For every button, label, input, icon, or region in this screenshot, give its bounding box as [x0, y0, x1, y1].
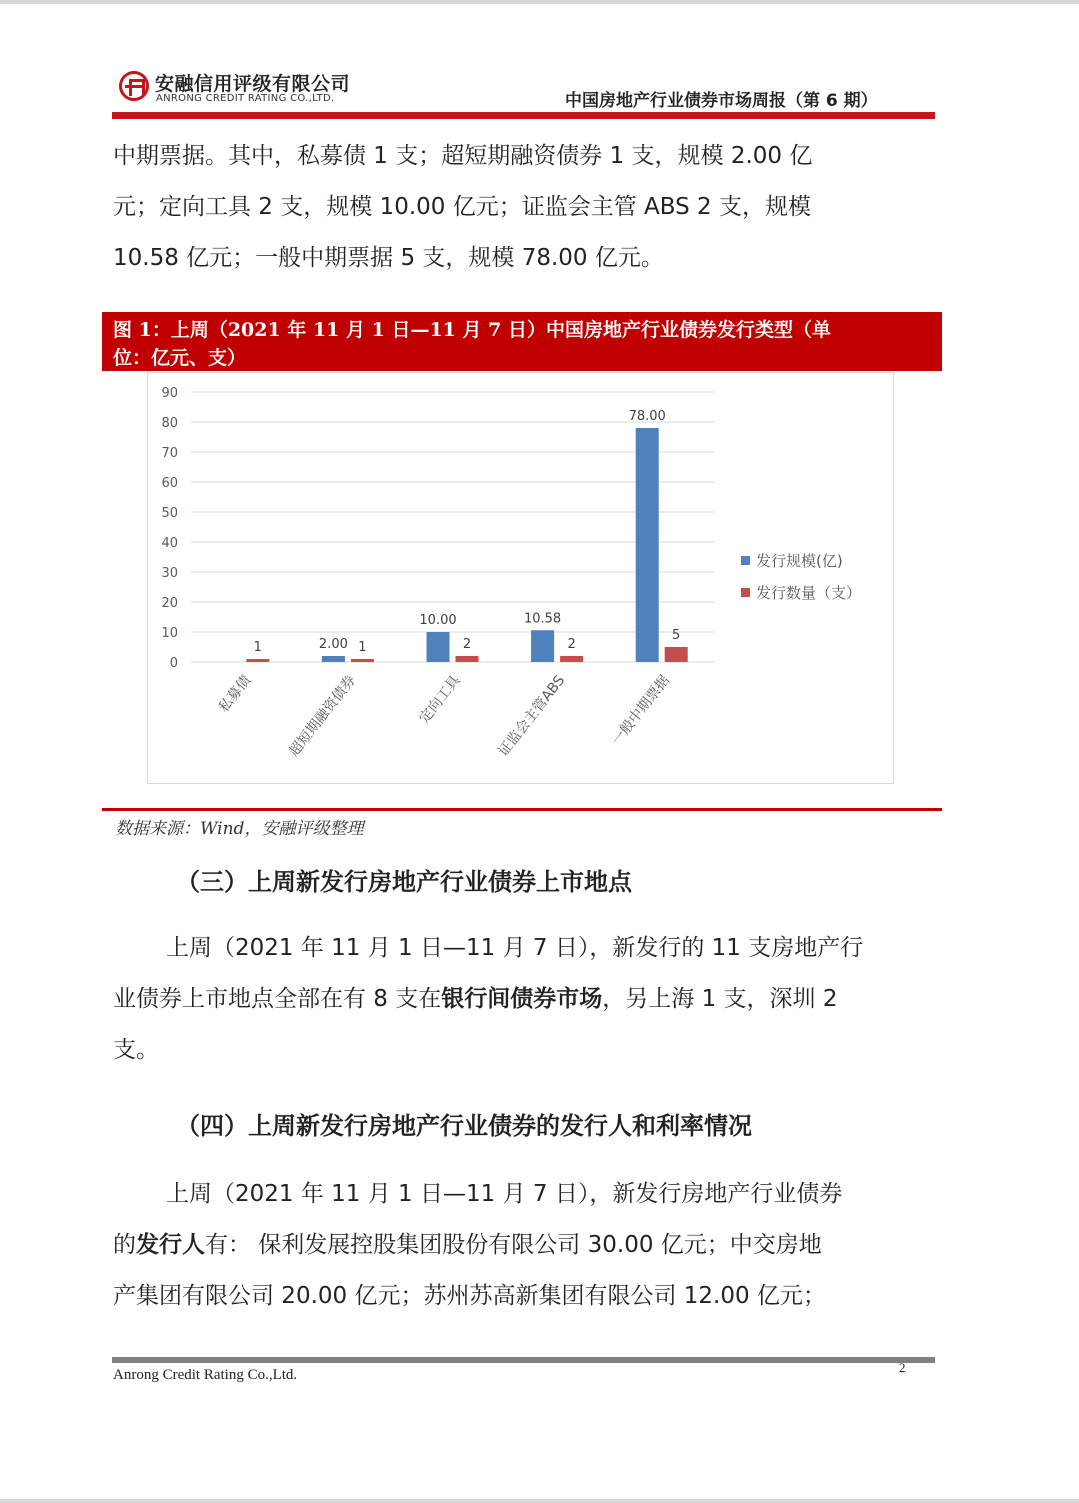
data-label: 10.58 — [523, 611, 562, 627]
data-label: 2 — [567, 637, 576, 652]
data-label: 2 — [462, 637, 472, 652]
x-category-label: 超短期融资债券 — [286, 672, 360, 760]
y-tick-label: 30 — [161, 566, 178, 581]
intro-line-2: 元；定向工具 2 支，规模 10.00 亿元；证监会主管 ABS 2 支，规模 — [113, 194, 811, 220]
bar-scale — [636, 428, 659, 662]
figure-bottom-rule — [102, 808, 942, 811]
footer-divider — [112, 1357, 935, 1363]
data-label: 1 — [358, 640, 367, 655]
bar-scale — [322, 656, 345, 662]
anrong-logo-icon — [119, 71, 149, 101]
y-tick-label: 0 — [169, 656, 178, 671]
section-3-line-1: 上周（2021 年 11 月 1 日—11 月 7 日），新发行的 11 支房地产行 — [166, 935, 864, 961]
section-3-line-3: 支。 — [113, 1037, 159, 1063]
bar-scale — [531, 630, 554, 662]
x-category-label: 证监会主管ABS — [495, 672, 569, 760]
page-number: 2 — [899, 1360, 906, 1375]
figure-title-line-2: 位：亿元、支） — [113, 347, 247, 369]
legend-label: 发行数量（支） — [756, 584, 862, 602]
intro-line-1: 中期票据。其中，私募债 1 支；超短期融资债券 1 支，规模 2.00 亿 — [113, 143, 813, 169]
bar-count — [246, 659, 269, 662]
chart-frame — [147, 372, 894, 784]
intro-line-3: 10.58 亿元；一般中期票据 5 支，规模 78.00 亿元。 — [113, 245, 664, 271]
section-4-line-3: 产集团有限公司 20.00 亿元；苏州苏高新集团有限公司 12.00 亿元； — [113, 1283, 826, 1309]
top-border — [0, 0, 1079, 4]
bar-count — [560, 656, 583, 662]
legend-swatch — [741, 556, 750, 565]
data-label: 10.00 — [419, 613, 457, 628]
data-label: 1 — [253, 640, 262, 655]
x-category-label: 定向工具 — [416, 672, 464, 727]
section-4-line-1: 上周（2021 年 11 月 1 日—11 月 7 日），新发行房地产行业债券 — [166, 1181, 843, 1207]
y-tick-label: 50 — [161, 506, 178, 521]
bar-count — [665, 647, 688, 662]
y-tick-label: 90 — [161, 386, 178, 401]
footer-company: Anrong Credit Rating Co.,Ltd. — [113, 1367, 298, 1383]
data-label: 78.00 — [628, 409, 666, 424]
legend-label: 发行规模(亿) — [756, 552, 843, 570]
section-3-line-2: 业债券上市地点全部在有 8 支在银行间债券市场，另上海 1 支，深圳 2 — [113, 986, 838, 1012]
company-name-cn: 安融信用评级有限公司 — [155, 73, 351, 95]
bar-count — [456, 656, 479, 662]
figure-title-line-1: 图 1：上周（2021 年 11 月 1 日—11 月 7 日）中国房地产行业债券发行类型（单 — [113, 319, 831, 341]
y-tick-label: 70 — [161, 446, 178, 461]
issuer-highlight: 发行人 — [136, 1232, 205, 1258]
section-4-heading: （四）上周新发行房地产行业债券的发行人和利率情况 — [176, 1112, 752, 1140]
y-tick-label: 40 — [161, 536, 178, 551]
y-tick-label: 80 — [161, 416, 178, 431]
legend-swatch — [741, 588, 750, 597]
x-category-label: 一般中期票据 — [608, 672, 673, 749]
bottom-border — [0, 1499, 1079, 1503]
report-title: 中国房地产行业债券市场周报（第 6 期） — [565, 91, 878, 111]
y-tick-label: 20 — [161, 596, 178, 611]
data-label: 5 — [672, 628, 681, 643]
y-tick-label: 10 — [161, 626, 178, 641]
section-3-heading: （三）上周新发行房地产行业债券上市地点 — [176, 868, 632, 896]
header-divider — [112, 112, 935, 119]
bar-chart — [148, 373, 893, 783]
data-label: 2.00 — [318, 637, 348, 652]
x-category-label: 私募债 — [215, 672, 255, 716]
bar-count — [351, 659, 374, 662]
company-name-en: ANRONG CREDIT RATING CO.,LTD. — [156, 93, 335, 104]
bank-market-highlight: 银行间债券市场 — [441, 986, 603, 1012]
figure-source: 数据来源：Wind，安融评级整理 — [115, 819, 364, 839]
bar-scale — [427, 632, 450, 662]
y-tick-label: 60 — [161, 476, 178, 491]
section-4-line-2: 的发行人有： 保利发展控股集团股份有限公司 30.00 亿元；中交房地 — [113, 1232, 822, 1258]
